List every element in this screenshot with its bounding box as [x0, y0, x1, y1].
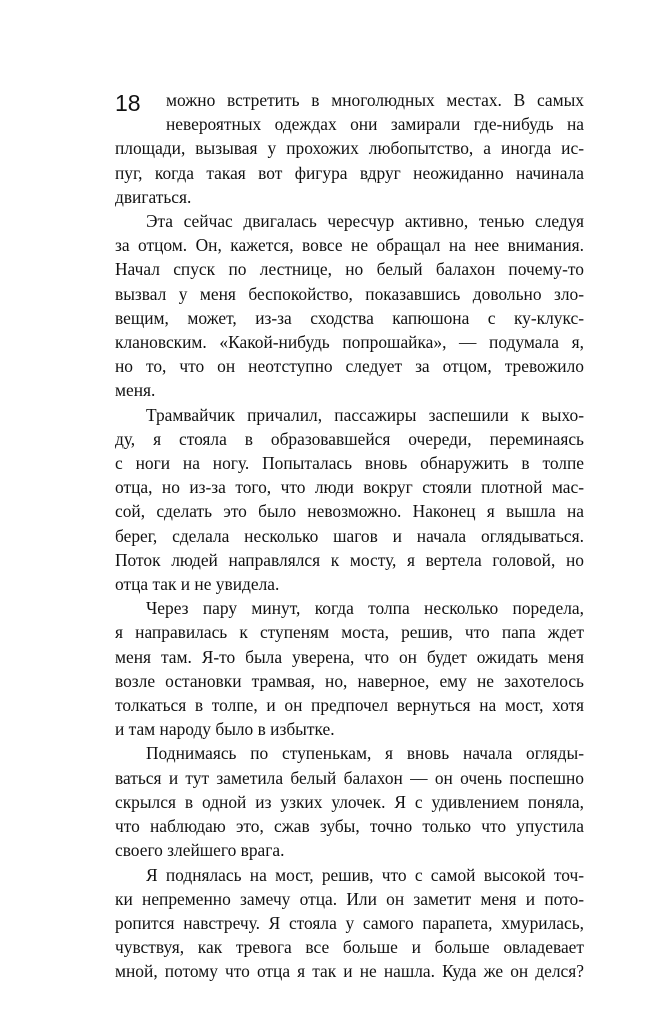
paragraph-2	[115, 209, 584, 403]
text-line: что наблюдаю это, сжав зубы, точно только что упустила	[115, 816, 584, 837]
text-line: я направилась к ступеням моста, решив, что папа ждет	[115, 622, 584, 643]
paragraph-3	[115, 403, 584, 597]
paragraph-4	[115, 596, 584, 741]
paragraph-5	[115, 741, 584, 862]
text-line: толкаться в толпе, и он предпочел вернуться на мост, хотя	[115, 695, 584, 716]
text-line: и там народу было в избытке.	[115, 719, 335, 740]
text-line: Поднимаясь по ступенькам, я вновь начала огляды-	[146, 743, 584, 764]
text-line: площади, вызывая у прохожих любопытство, а иногда ис-	[115, 138, 584, 159]
text-line: ваться и тут заметила белый балахон — он очень поспешно	[115, 767, 584, 788]
text-line: меня там. Я-то была уверена, что он будет ожидать меня	[115, 646, 584, 667]
text-line: Поток людей направлялся к мосту, я вертела головой, но	[115, 549, 584, 570]
text-line: меня.	[115, 380, 156, 401]
body-text	[115, 88, 584, 984]
text-line: отца так и не увидела.	[115, 574, 280, 595]
text-line: сой, сделать это было невозможно. Наконец я вышла на	[115, 501, 584, 522]
text-line: ропится навстречу. Я стояла у самого парапета, хмурилась,	[115, 912, 584, 933]
text-line: с ноги на ногу. Попыталась вновь обнаружить в толпе	[115, 453, 584, 474]
paragraph-1	[115, 88, 584, 209]
text-line: вещим, может, из-за сходства капюшона с ку-клукс-	[115, 307, 584, 328]
text-line: отца, но из-за того, что люди вокруг стояли плотной мас-	[115, 477, 584, 498]
paragraph-6	[115, 863, 584, 984]
text-line: но то, что он неотступно следует за отцом, тревожило	[115, 356, 584, 377]
text-line: Начал спуск по лестнице, но белый балахон почему-то	[115, 259, 584, 280]
text-line: скрылся в одной из узких улочек. Я с удивлением поняла,	[115, 791, 584, 812]
text-line: ду, я стояла в образовавшейся очереди, переминаясь	[115, 428, 584, 449]
text-line: клановским. «Какой-нибудь попрошайка», — подумала я,	[115, 332, 584, 353]
text-line: Через пару минут, когда толпа несколько поредела,	[146, 598, 584, 619]
text-line: Эта сейчас двигалась чересчур активно, тенью следуя	[146, 211, 584, 232]
text-line: возле остановки трамвая, но, наверное, ему не захотелось	[115, 670, 584, 691]
text-line: Трамвайчик причалил, пассажиры заспешили к выхо-	[146, 404, 584, 425]
text-line: чувствуя, как тревога все больше и больше овладевает	[115, 937, 584, 958]
text-line: за отцом. Он, кажется, вовсе не обращал на нее внимания.	[115, 235, 584, 256]
text-line: вызвал у меня беспокойство, показавшись довольно зло-	[115, 283, 584, 304]
text-line: ки непременно замечу отца. Или он заметит меня и пото-	[115, 888, 584, 909]
text-line: своего злейшего врага.	[115, 840, 285, 861]
text-line: мной, потому что отца я так и не нашла. Куда же он делся?	[115, 961, 584, 982]
text-line: берег, сделала несколько шагов и начала оглядываться.	[115, 525, 584, 546]
text-line: пуг, когда такая вот фигура вдруг неожиданно начинала	[115, 162, 584, 183]
page-number: 18	[115, 90, 141, 116]
text-line: невероятных одеждах они замирали где-нибудь на	[166, 114, 584, 135]
text-line: двигаться.	[115, 186, 192, 207]
text-line: можно встретить в многолюдных местах. В самых	[166, 90, 584, 110]
text-line: Я поднялась на мост, решив, что с самой высокой точ-	[146, 864, 584, 885]
